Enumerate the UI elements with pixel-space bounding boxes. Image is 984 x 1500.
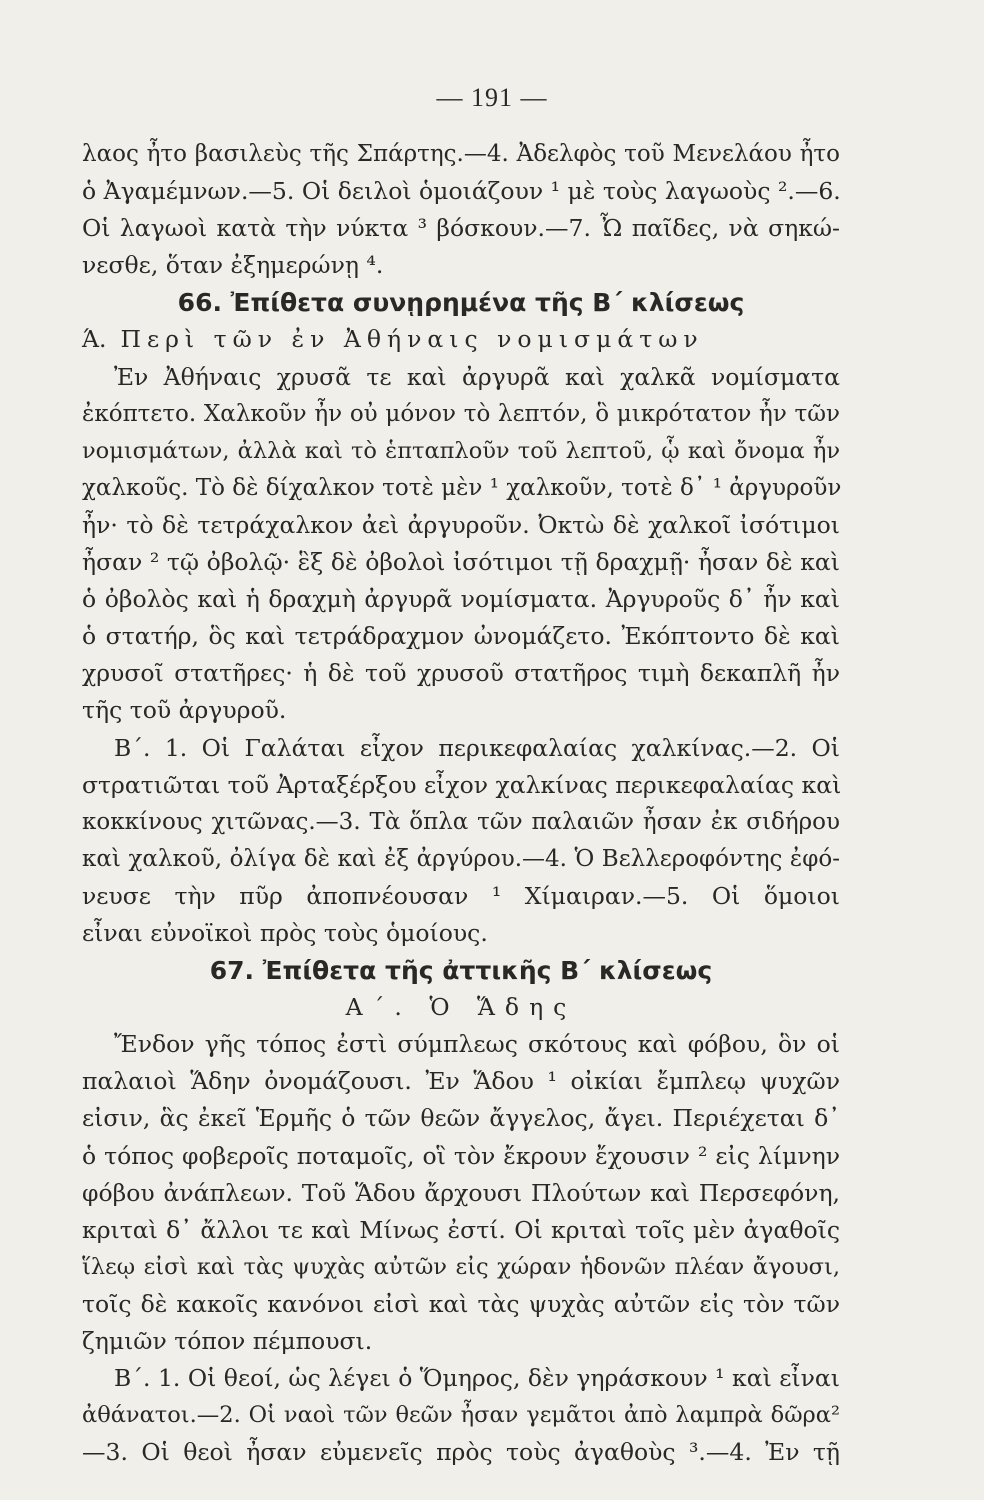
text-line: παλαιοὶ Ἅδην ὀνομάζουσι. Ἐν Ἅδου ¹ οἰκίαι ἔμπλεῳ ψυχῶν [82, 1067, 840, 1096]
subsection-heading [82, 321, 840, 358]
subsection-heading: Α΄. Ὁ Ἅδης [345, 993, 577, 1022]
text-line: —3. Οἱ θεοὶ ἦσαν εὐμενεῖς πρὸς τοὺς ἀγαθοὺς ³.—4. Ἐν τῇ [82, 1438, 840, 1467]
text-line: ἀθάνατοι.—2. Οἱ ναοὶ τῶν θεῶν ἦσαν γεμᾶτοι ἀπὸ λαμπρὰ δῶρα² [82, 1402, 840, 1429]
text-line: Β΄. 1. Οἱ Γαλάται εἶχον περικεφαλαίας χαλκίνας.—2. Οἱ [114, 733, 840, 762]
text-line: καὶ χαλκοῦ, ὀλίγα δὲ καὶ ἐξ ἀργύρου.—4. Ὁ Βελλεροφόντης ἐφό- [82, 845, 840, 872]
text-line: Ἔνδον γῆς τόπος ἐστὶ σύμπλεως σκότους καὶ φόβου, ὃν οἱ [114, 1030, 840, 1059]
text-line: κοκκίνους χιτῶνας.—3. Τὰ ὅπλα τῶν παλαιῶν ἦσαν ἐκ σιδήρου [82, 808, 840, 835]
text-line: χρυσοῖ στατῆρες· ἡ δὲ τοῦ χρυσοῦ στατῆρος τιμὴ δεκαπλῆ ἦν [82, 659, 840, 688]
text-line: φόβου ἀνάπλεων. Τοῦ Ἅδου ἄρχουσι Πλούτων καὶ Περσεφόνη, [82, 1178, 840, 1207]
text-line: λαος ἦτο βασιλεὺς τῆς Σπάρτης.—4. Ἀδελφὸς τοῦ Μενελάου ἦτο [82, 141, 840, 167]
text-line: τοῖς δὲ κακοῖς κανόνοι εἰσὶ καὶ τὰς ψυχὰς αὐτῶν εἰς τὸν τῶν [82, 1289, 840, 1318]
text-line: νομισμάτων, ἀλλὰ καὶ τὸ ἑπταπλοῦν τοῦ λεπτοῦ, ᾧ καὶ ὄνομα ἦν [82, 437, 840, 464]
text-line: στρατιῶται τοῦ Ἀρταξέρξου εἶχον χαλκίνας περικεφαλαίας καὶ [82, 770, 842, 799]
text-line: ὁ τόπος φοβεροῖς ποταμοῖς, οἳ τὸν ἔκρουν ἔχουσιν ² εἰς λίμνην [82, 1141, 840, 1170]
text-line: ὁ ὀβολὸς καὶ ἡ δραχμὴ ἀργυρᾶ νομίσματα. Ἀργυροῦς δ᾽ ἦν καὶ [82, 585, 840, 614]
subsection-title: Περὶ τῶν ἐν Ἀθήναις νομισμάτων [120, 325, 704, 354]
text-line: κριταὶ δ᾽ ἄλλοι τε καὶ Μίνως ἐστί. Οἱ κριταὶ τοῖς μὲν ἀγαθοῖς [82, 1215, 840, 1244]
text-line: ἦν· τὸ δὲ τετράχαλκον ἀεὶ ἀργυροῦν. Ὀκτὼ δὲ χαλκοῖ ἰσότιμοι [82, 510, 840, 539]
text-line: ἵλεῳ εἰσὶ καὶ τὰς ψυχὰς αὐτῶν εἰς χώραν ἡδονῶν πλέαν ἄγουσι, [82, 1253, 840, 1280]
subsection-label: Ά. [82, 325, 107, 354]
section-heading: 66. Ἐπίθετα συνῃρημένα τῆς Β΄ κλίσεως [177, 288, 745, 318]
page-number: — 191 — [436, 83, 548, 112]
text-body [82, 136, 840, 1471]
text-line: νεσθε, ὅταν ἐξημερώνῃ ⁴. [82, 251, 384, 280]
text-line: εἶναι εὐνοϊκοὶ πρὸς τοὺς ὁμοίους. [82, 918, 488, 947]
text-line: ζημιῶν τόπον πέμπουσι. [82, 1327, 373, 1355]
text-line: ὁ Ἀγαμέμνων.—5. Οἱ δειλοὶ ὁμοιάζουν ¹ μὲ τοὺς λαγωοὺς ².—6. [82, 177, 841, 206]
text-line: χαλκοῦς. Τὸ δὲ δίχαλκον τοτὲ μὲν ¹ χαλκοῦν, τοτὲ δ᾽ ¹ ἀργυροῦν [82, 474, 842, 501]
text-line: νευσε τὴν πῦρ ἀποπνέουσαν ¹ Χίμαιραν.—5. Οἱ ὅμοιοι [82, 881, 840, 910]
text-line: Β΄. 1. Οἱ θεοί, ὡς λέγει ὁ Ὅμηρος, δὲν γηράσκουν ¹ καὶ εἶναι [114, 1364, 841, 1393]
text-line: Ἐν Ἀθήναις χρυσᾶ τε καὶ ἀργυρᾶ καὶ χαλκᾶ νομίσματα [114, 362, 840, 391]
section-heading: 67. Ἐπίθετα τῆς ἀττικῆς Β΄ κλίσεως [209, 956, 713, 986]
text-line: Οἱ λαγωοὶ κατὰ τὴν νύκτα ³ βόσκουν.—7. Ὦ παῖδες, νὰ σηκώ- [82, 214, 840, 243]
text-line: ὁ στατήρ, ὃς καὶ τετράδραχμον ὠνομάζετο. Ἐκόπτοντο δὲ καὶ [82, 622, 840, 651]
text-line: εἰσιν, ἃς ἐκεῖ Ἑρμῆς ὁ τῶν θεῶν ἄγγελος, ἄγει. Περιέχεται δ᾽ [82, 1104, 840, 1133]
text-line: τῆς τοῦ ἀργυροῦ. [82, 696, 287, 725]
text-line: ἦσαν ² τῷ ὀβολῷ· ἓξ δὲ ὀβολοὶ ἰσότιμοι τῇ δραχμῇ· ἦσαν δὲ καὶ [82, 548, 840, 577]
text-line: ἐκόπτετο. Χαλκοῦν ἦν οὐ μόνον τὸ λεπτόν, ὃ μικρότατον ἦν τῶν [82, 400, 840, 427]
